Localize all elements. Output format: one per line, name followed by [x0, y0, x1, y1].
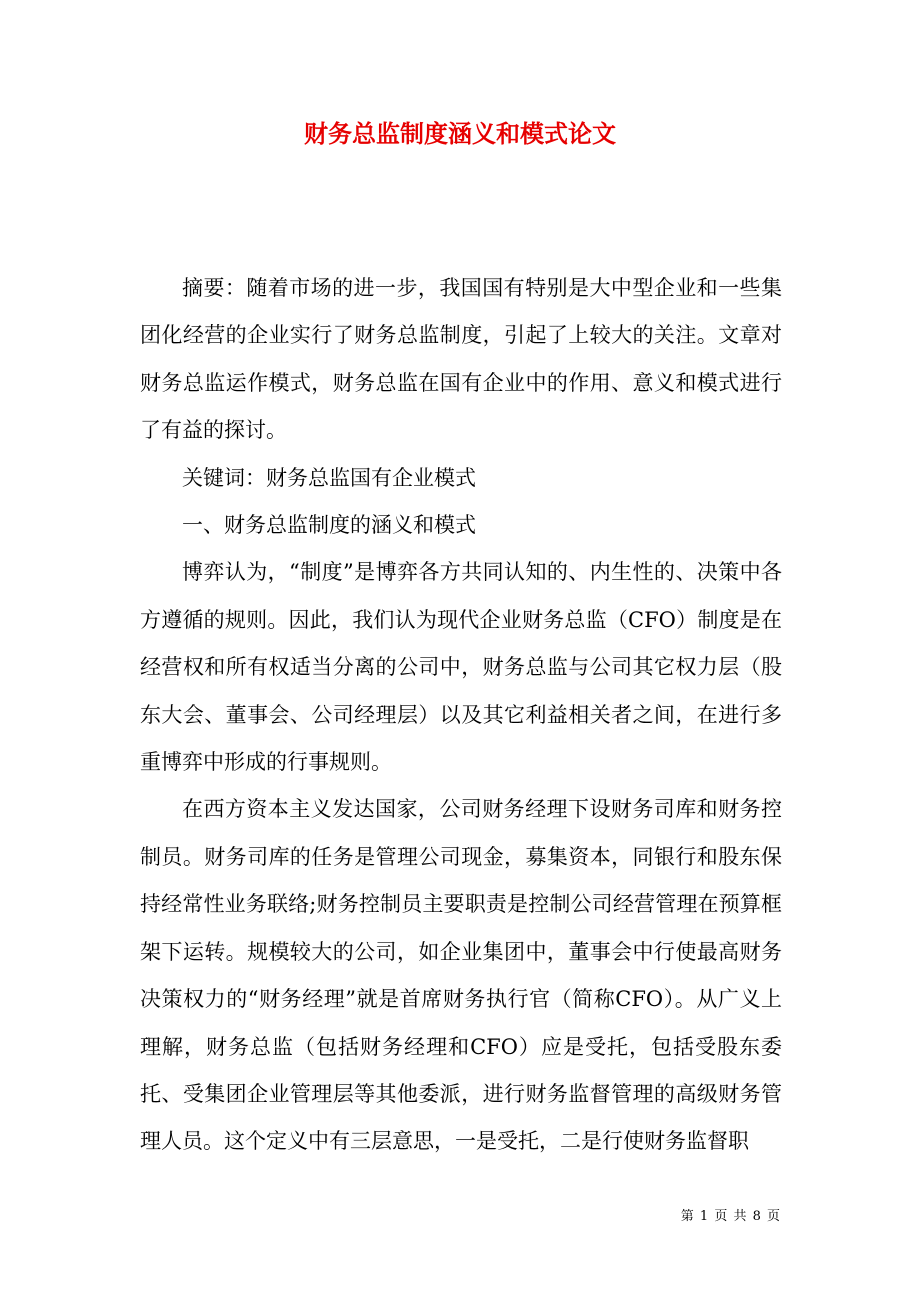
page-number: 第 1 页 共 8 页: [680, 1209, 781, 1224]
abstract-paragraph: 摘要：随着市场的进一步，我国国有特别是大中型企业和一些集团化经营的企业实行了财务总监制度，引起了上较大的关注。文章对财务总监运作模式，财务总监在国有企业中的作用、意义和模式进行了有益的探讨。: [140, 276, 782, 443]
body-paragraph: 在西方资本主义发达国家，公司财务经理下设财务司库和财务控制员。财务司库的任务是管理公司现金，募集资本，同银行和股东保持经常性业务联络;财务控制员主要职责是控制公司经营管理在预算框架下运转。规模较大的公司，如企业集团中，董事会中行使最高财务决策权力的“财务经理”就是首席财务执行官（简称CFO）。从广义上理解，财务总监（包括财务经理和CFO）应是受托，包括受股东委托、受集团企业管理层等其他委派，进行财务监督管理的高级财务管理人员。这个定义中有三层意思，一是受托，二是行使财务监督职: [140, 797, 782, 1154]
document-body: [140, 265, 782, 1166]
document-title: 财务总监制度涵义和模式论文: [304, 119, 616, 148]
body-paragraph: 博弈认为，“制度”是博弈各方共同认知的、内生性的、决策中各方遵循的规则。因此，我们认为现代企业财务总监（CFO）制度是在经营权和所有权适当分离的公司中，财务总监与公司其它权力层（股东大会、董事会、公司经理层）以及其它利益相关者之间，在进行多重博弈中形成的行事规则。: [140, 560, 782, 775]
keywords-paragraph: 关键词：财务总监国有企业模式: [182, 465, 476, 490]
section-heading: 一、财务总监制度的涵义和模式: [182, 513, 476, 538]
